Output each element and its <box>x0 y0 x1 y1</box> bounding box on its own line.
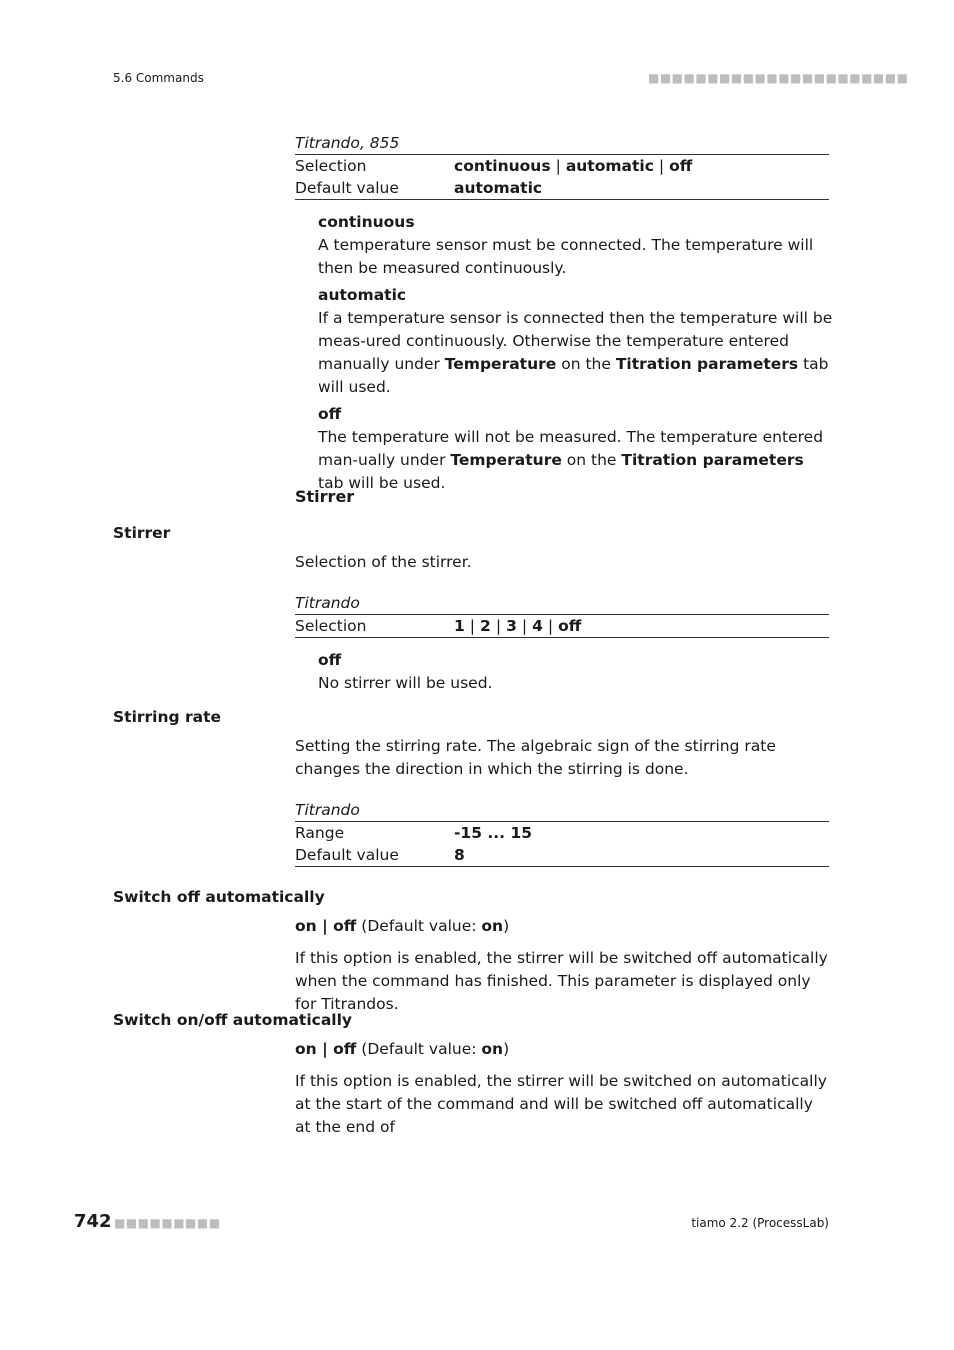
parameter-name: Switch off automatically <box>113 888 325 906</box>
option-title: off <box>318 405 342 423</box>
section-header: 5.6 Commands <box>113 71 204 85</box>
option-title: continuous <box>318 213 415 231</box>
option-title: off <box>318 651 342 669</box>
row-value: -15 ... 15 <box>454 824 533 842</box>
table-caption: Titrando <box>295 594 360 612</box>
table-row <box>295 844 829 866</box>
parameter-description: If this option is enabled, the stirrer will be switched on automatically at the start of the command and will be switched off automatically at the end of <box>295 1072 827 1136</box>
page-number: 742 <box>74 1211 112 1232</box>
option-title: automatic <box>318 286 407 304</box>
row-value: continuous | automatic | off <box>454 157 693 175</box>
table-caption: Titrando <box>295 801 360 819</box>
row-value: 1 | 2 | 3 | 4 | off <box>454 617 582 635</box>
row-key: Selection <box>295 157 367 175</box>
table-row <box>295 615 829 637</box>
option-text: If a temperature sensor is connected then the temperature will be meas-ured continuously. Otherwise the temperature entered manually under Temperature on the Titration parameters tab will used. <box>318 309 833 396</box>
parameter-name: Switch on/off automatically <box>113 1011 353 1029</box>
parameter-options: on | off (Default value: on) <box>295 1040 510 1058</box>
parameter-options: on | off (Default value: on) <box>295 917 510 935</box>
row-value: automatic <box>454 179 543 197</box>
product-name: tiamo 2.2 (ProcessLab) <box>691 1216 829 1230</box>
row-key: Selection <box>295 617 367 635</box>
table-row <box>295 155 829 177</box>
parameter-name: Stirrer <box>113 524 171 542</box>
section-heading: Stirrer <box>295 487 355 506</box>
row-value: 8 <box>454 846 465 864</box>
table-caption: Titrando, 855 <box>295 134 400 152</box>
option-list-temperature <box>318 211 833 495</box>
parameter-description: Setting the stirring rate. The algebraic sign of the stirring rate changes the direction in which the stirring is done. <box>295 737 776 778</box>
parameter-name: Stirring rate <box>113 708 222 726</box>
parameter-table-stirrer <box>295 593 829 638</box>
header-decoration: ■■■■■■■■■■■■■■■■■■■■■■ <box>648 71 909 85</box>
option-list-stirrer <box>318 649 828 695</box>
row-key: Default value <box>295 179 399 197</box>
parameter-table-stirring-rate <box>295 800 829 867</box>
option-text: A temperature sensor must be connected. The temperature will then be measured continuously. <box>318 236 814 277</box>
footer-decoration: ■■■■■■■■■ <box>114 1216 221 1230</box>
parameter-description: Selection of the stirrer. <box>295 553 472 571</box>
row-key: Range <box>295 824 345 842</box>
row-key: Default value <box>295 846 399 864</box>
parameter-table-temperature <box>295 133 829 200</box>
option-text: No stirrer will be used. <box>318 674 493 692</box>
table-row <box>295 822 829 844</box>
option-text: The temperature will not be measured. The temperature entered man-ually under Temperature on the Titration parameters tab will be used. <box>318 428 824 492</box>
parameter-description: If this option is enabled, the stirrer will be switched off automatically when the command has finished. This parameter is displayed only for Titrandos. <box>295 949 828 1013</box>
table-row <box>295 177 829 199</box>
